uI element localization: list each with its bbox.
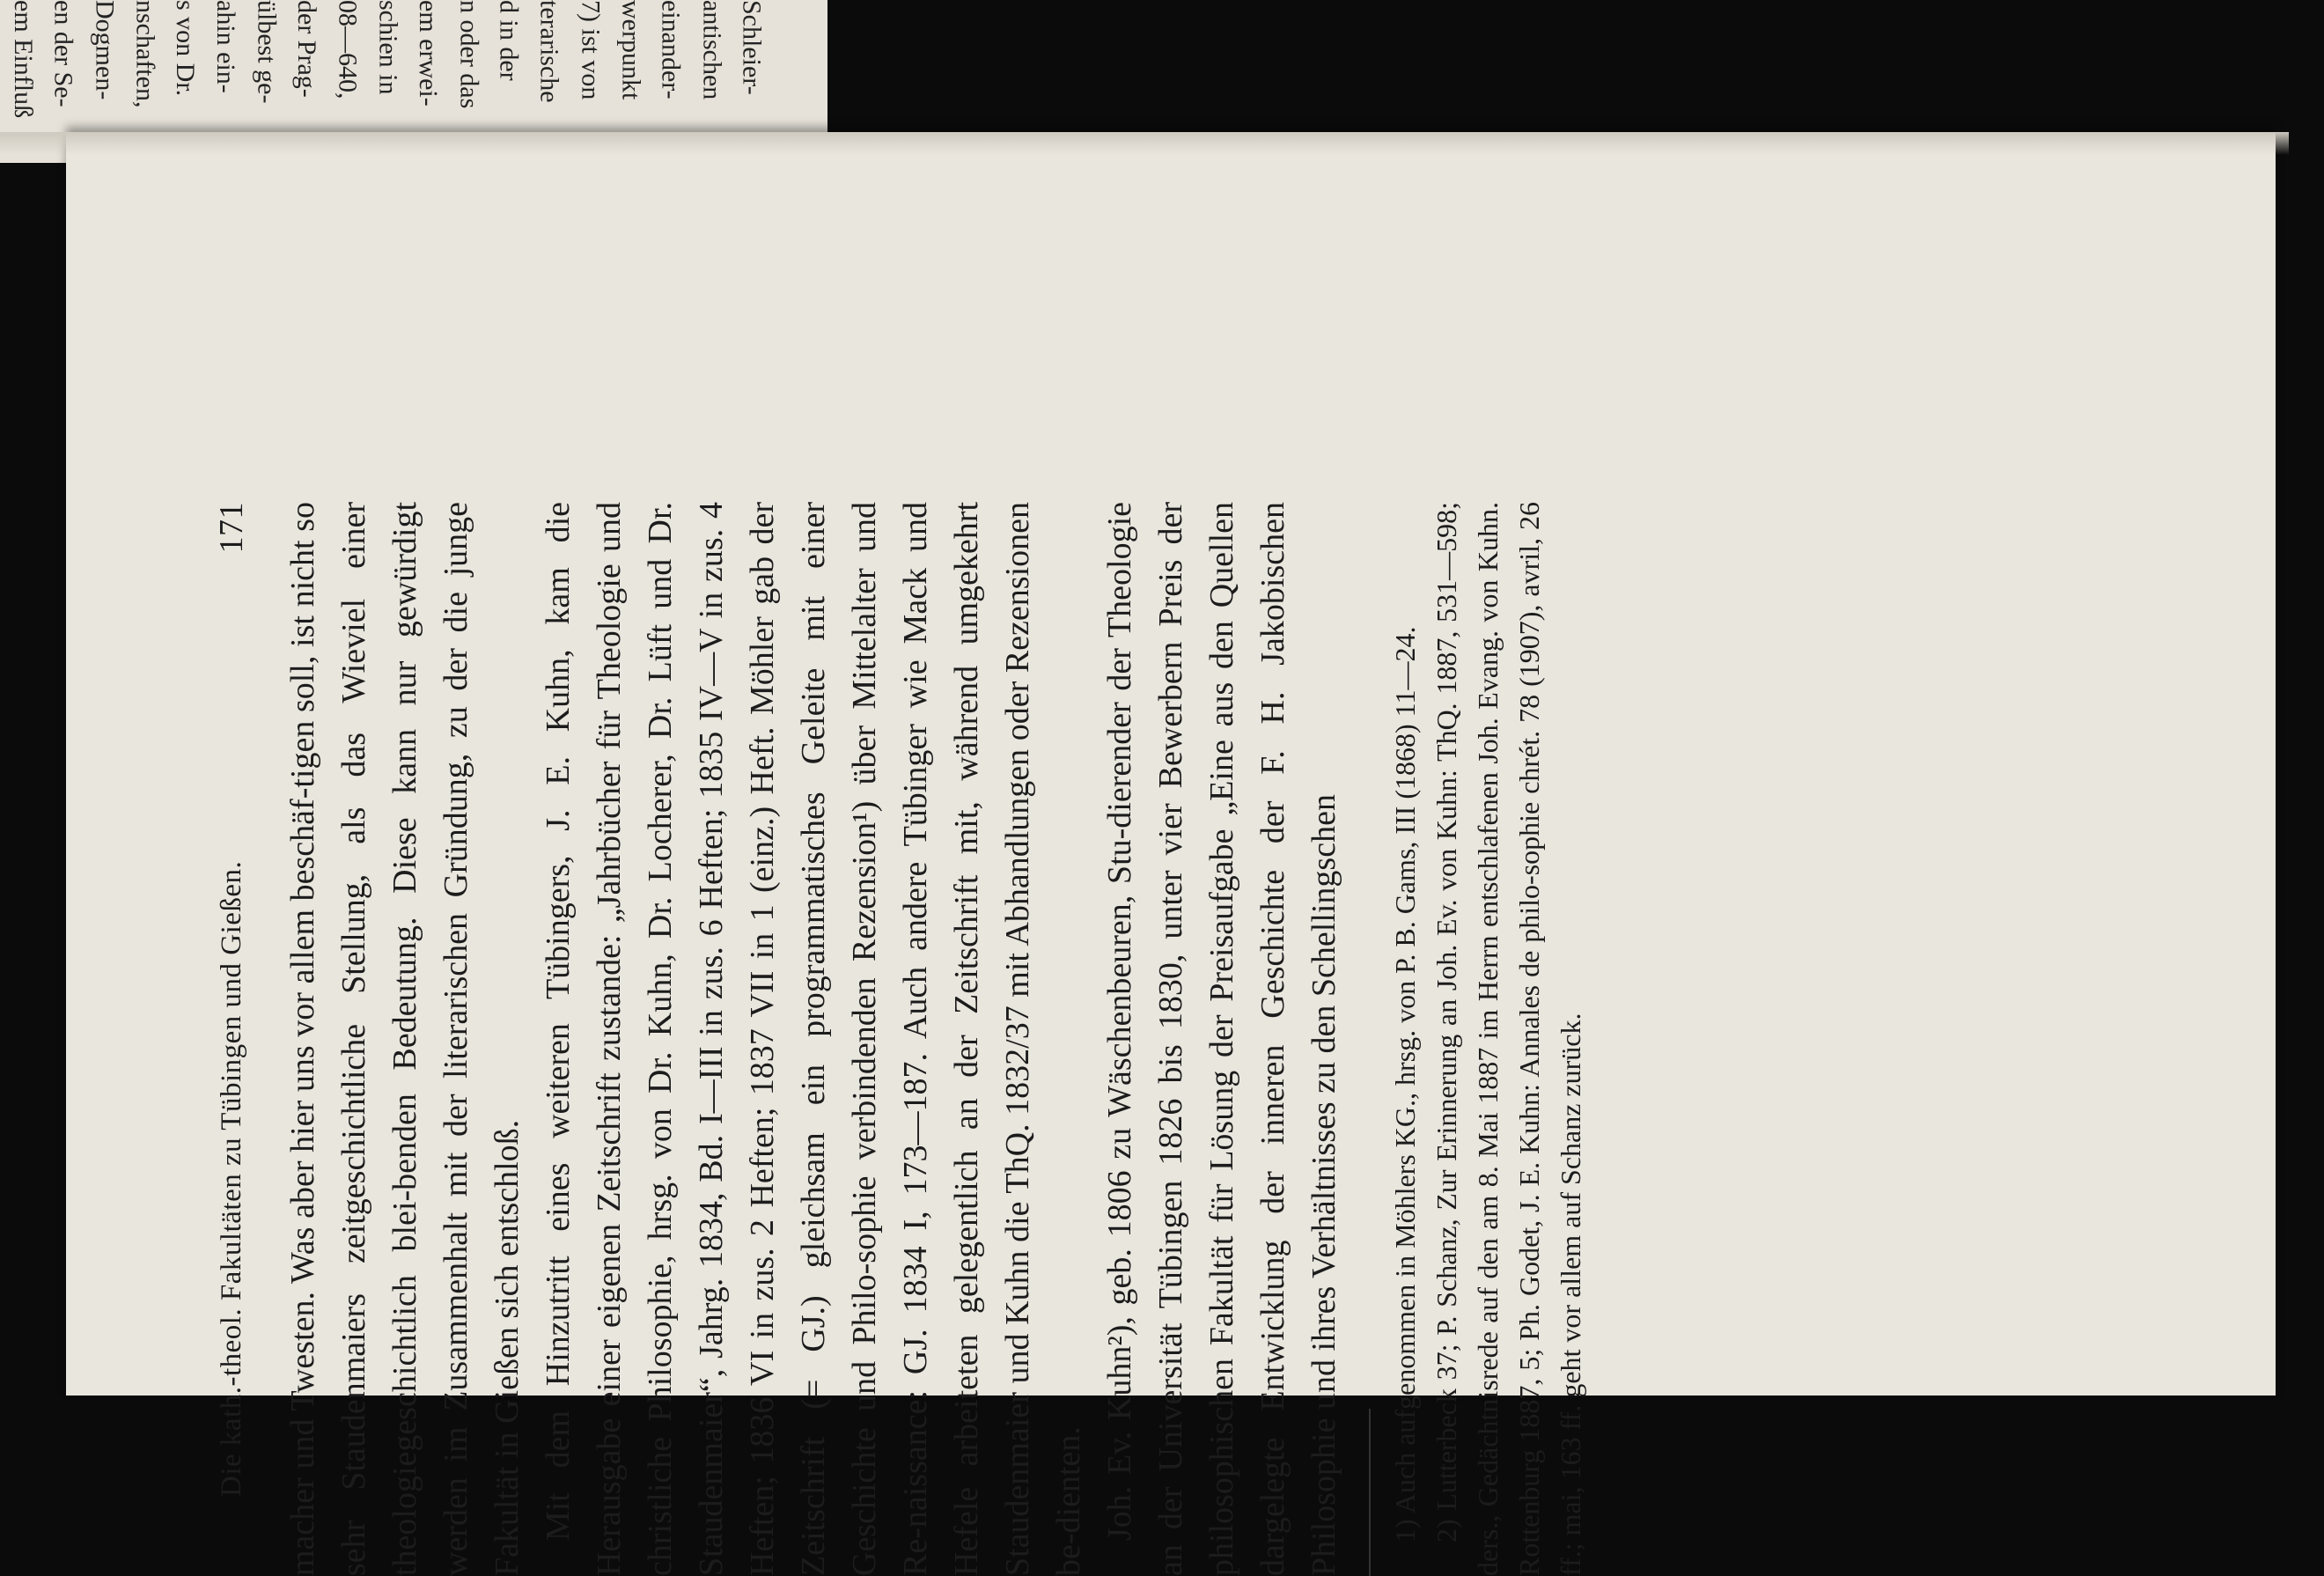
left-fragment-text: nschaften, <box>130 0 159 108</box>
left-fragment-text: 08—640, <box>333 0 362 99</box>
left-fragment-text: n oder das <box>454 0 483 109</box>
paragraph: Mit dem Hinzutritt eines weiteren Tübingers, J. E. Kuhn, kam die Herausgabe einer eigenen Zeitschrift zustande: „Jahrbücher für Theologie und christliche Philosophie, hrsg. von Dr. Kuhn, Dr. Locherer, Dr. Lüft und Dr. Staudenmaier“, Jahrg. 1834, Bd. I—III in zus. 6 Heften; 1835 IV—V in zus. 4 Heften; 1836 VI in zus. 2 Heften; 1837 VII in 1 (einz.) Heft. Möhler gab der Zeitschrift (= GJ.) gleichsam ein programmatisches Geleite mit einer Geschichte und Philo-sophie verbindenden Rezension¹) über Mittelalter und Re-naissance: GJ. 1834 I, 173—187. Auch andere Tübinger wie Mack und Hefele arbeiteten gelegentlich an der Zeitschrift mit, während umgekehrt Staudenmaier und Kuhn die ThQ. 1832/37 mit Abhandlungen oder Rezensionen be-dienten. <box>540 502 1087 1576</box>
page-header <box>213 502 254 1576</box>
left-fragment-text: schien in <box>373 0 402 95</box>
left-fragment-text: em Einfluß <box>9 0 38 119</box>
left-fragment-text: Schleier- <box>738 0 767 95</box>
left-fragment-text: der Prag- <box>292 0 321 98</box>
body-text <box>277 502 1592 1576</box>
gutter-shadow <box>0 132 2289 155</box>
left-fragment-text: em erwei- <box>414 0 443 107</box>
left-fragment-text: Dogmen- <box>90 0 119 100</box>
left-fragment-text: d in der <box>495 0 524 81</box>
footnote: 2) Lutterbeck 37; P. Schanz, Zur Erinnerung an Joh. Ev. von Kuhn: ThQ. 1887, 531—598; ders., Gedächtnisrede auf den am 8. Mai 1887 im Herrn entschlafenen Joh. Evang. von Kuhn. Rottenburg 1887, 5; Ph. Godet, J. E. Kuhn: Annales de philo-sophie chrét. 78 (1907), avril, 26 ff.; mai, 163 ff. geht vor allem auf Schanz zurück. <box>1430 502 1586 1576</box>
footnote-rule <box>1369 1409 1371 1576</box>
paragraph: macher und Twesten. Was aber hier uns vor allem beschäf-tigen soll, ist nicht so sehr Staudenmaiers zeitgeschichtliche Stellung, als das Wieviel einer theologiegeschichtlich blei-benden Bedeutung. Diese kann nur gewürdigt werden im Zusammenhalt mit der literarischen Gründung, zu der die junge Fakultät in Gießen sich entschloß. <box>284 502 526 1576</box>
left-fragment-text: werpunkt <box>616 0 645 100</box>
left-fragment-text: einander- <box>657 0 686 99</box>
running-head: Die kath.-theol. Fakultäten zu Tübingen und Gießen. <box>216 860 247 1497</box>
page-number: 171 <box>213 502 250 554</box>
footnote: 1) Auch aufgenommen in Möhlers KG., hrsg. von P. B. Gams, III (1868) 11—24. <box>1389 626 1421 1543</box>
left-fragment-text: ahin ein- <box>211 0 240 93</box>
left-fragment-text: antischen <box>697 0 726 100</box>
left-fragment-text: s von Dr. <box>171 0 200 97</box>
left-fragment-text: 7) ist von <box>576 0 605 100</box>
left-fragment-text: terarische <box>535 0 564 103</box>
left-fragment-text: ülbest ge- <box>252 0 281 104</box>
left-fragment-text: en der Se- <box>49 0 78 107</box>
paragraph: Joh. Ev. Kuhn²), geb. 1806 zu Wäschenbeuren, Stu-dierender der Theologie an der Universität Tübingen 1826 bis 1830, unter vier Bewerbern Preis der philosophischen Fakultät für Lösung der Preisaufgabe „Eine aus den Quellen dargelegte Entwicklung der inneren Geschichte der F. H. Jakobischen Philosophie und ihres Verhältnisses zu den Schellingschen <box>1101 502 1342 1576</box>
book-page <box>66 132 2276 1576</box>
